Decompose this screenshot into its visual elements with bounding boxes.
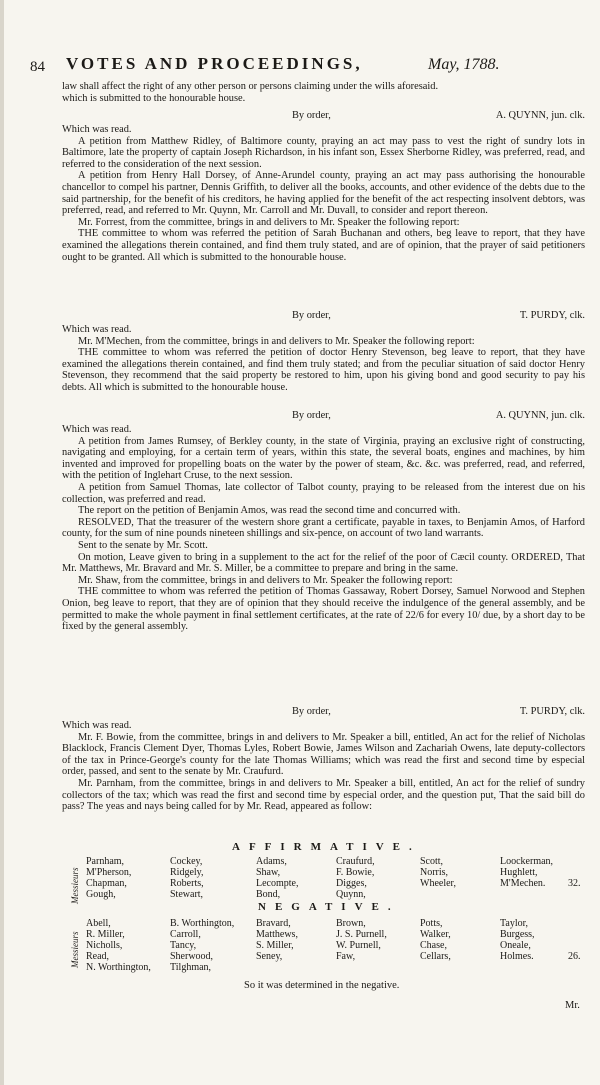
member-name: Read, (86, 951, 110, 962)
member-name: Abell, (86, 918, 111, 929)
paragraph: Which was read. (62, 720, 132, 731)
negative-side-label: Messieurs (70, 931, 80, 968)
paragraph: THE committee to whom was referred the petition of Sarah Buchanan and others, beg leave to report, that they have examined the allegations therein contained, and find them truly stated, and are of opinion, that the prayer of said petitioners ought to be granted. All which is submitted to the honourable house. (62, 228, 585, 263)
affirmative-column-4 (336, 856, 375, 900)
member-name: F. Bowie, (336, 867, 375, 878)
order-signature-4 (62, 706, 585, 718)
member-name: Sherwood, (170, 951, 214, 962)
paragraph: Mr. M'Mechen, from the committee, brings in and delivers to Mr. Speaker the following report: (78, 335, 475, 347)
member-name: Matthews, (256, 929, 298, 940)
paragraph-block-2 (62, 324, 585, 394)
page-edge (0, 0, 4, 1085)
clerk-name: A. QUYNN, jun. clk. (495, 110, 585, 121)
paragraph: Mr. Parnham, from the committee, brings in and delivers to Mr. Speaker a bill, entitled, An act for the relief of sundry collectors of the tax; which was read the first and second time by especial order, and the question put, That the said bill do pass? The yeas and nays being called for by Mr. Read, appeared as follow: (62, 777, 585, 813)
affirmative-column-1 (86, 856, 131, 900)
member-name: Shaw, (256, 867, 281, 878)
member-name: Hughlett, (500, 867, 538, 878)
negative-column-2 (170, 918, 234, 973)
member-name: Faw, (336, 951, 356, 962)
member-name: Bravard, (256, 918, 291, 929)
member-name: Burgess, (500, 929, 535, 940)
paragraph-block-1 (62, 124, 585, 263)
negative-column-1 (86, 918, 151, 973)
member-name: Parnham, (86, 856, 125, 867)
by-order: By order, (292, 706, 331, 717)
member-name: Loockerman, (500, 856, 554, 867)
member-name: J. S. Purnell, (336, 929, 387, 940)
paragraph: Mr. Forrest, from the committee, brings in and delivers to Mr. Speaker the following report: (78, 216, 460, 228)
member-name: Tilghman, (170, 962, 212, 973)
member-name: W. Purnell, (336, 940, 381, 951)
member-name: Wheeler, (420, 878, 456, 889)
member-name: Chapman, (86, 878, 127, 889)
paragraph: Which was read. (62, 124, 132, 135)
affirmative-column-6 (500, 856, 553, 889)
member-name: N. Worthington, (86, 962, 151, 973)
member-name: R. Miller, (86, 929, 125, 940)
member-name: Roberts, (170, 878, 204, 889)
member-name: Cellars, (420, 951, 451, 962)
negative-column-3 (256, 918, 298, 962)
member-name: Taylor, (500, 918, 529, 929)
paragraph: Sent to the senate by Mr. Scott. (78, 539, 208, 551)
clerk-name: A. QUYNN, jun. clk. (495, 410, 585, 421)
order-signature-1 (62, 110, 585, 122)
intro-line-1: law shall affect the right of any other person or persons claiming under the wills aforesaid. (62, 81, 439, 92)
closing-line: So it was determined in the negative. (244, 980, 400, 991)
member-name: Bond, (256, 889, 281, 900)
member-name: Ridgely, (170, 867, 204, 878)
member-name: Stewart, (170, 889, 204, 900)
clerk-name: T. PURDY, clk. (519, 706, 585, 717)
member-name: Potts, (420, 918, 443, 929)
order-signature-3 (62, 410, 585, 422)
member-name: S. Miller, (256, 940, 294, 951)
paragraph: THE committee to whom was referred the petition of Thomas Gassaway, Robert Dorsey, Samuel Norwood and Stephen Onion, beg leave to report, that they are of opinion that they should receive the indulgence of the general assembly, and be permitted to make the whole payment in final settlement certificates, at the rate of 22/6 for every 10/ due, by a short day to be fixed by the general assembly. (62, 586, 585, 633)
affirmative-heading: AFFIRMATIVE. (232, 841, 421, 853)
paragraph: On motion, Leave given to bring in a supplement to the act for the relief of the poor of Cæcil county. ORDERED, That Mr. Matthews, Mr. Bravard and Mr. S. Miller, be a committee to prepare and bring in the same. (62, 551, 585, 575)
paragraph-block-3 (62, 424, 585, 633)
paragraph: A petition from Henry Hall Dorsey, of Anne-Arundel county, praying an act may pass authorising the honourable chancellor to compel his partner, Dennis Griffith, to deliver all the books, accounts, and other evidence of the debts due to the said partnership, for the benefit of his creditors, he having applied for the benefit of the act respecting insolvent debtors, was preferred, read, and referred to Mr. Quynn, Mr. Carroll and Mr. Duvall, to consider and report thereon. (62, 170, 585, 217)
affirmative-count: 32. (568, 878, 581, 889)
member-name: Gough, (86, 889, 116, 900)
by-order: By order, (292, 310, 331, 321)
member-name: Quynn, (336, 889, 366, 900)
negative-column-4 (336, 918, 387, 962)
running-title: VOTES AND PROCEEDINGS, (66, 54, 363, 73)
member-name: Digges, (336, 878, 367, 889)
member-name: Craufurd, (336, 856, 375, 867)
paragraph: A petition from Samuel Thomas, late collector of Talbot county, praying to be released from the interest due on his collection, was preferred and read. (62, 481, 585, 505)
header-date: May, 1788. (428, 56, 500, 73)
clerk-name: T. PURDY, clk. (519, 310, 585, 321)
member-name: Seney, (256, 951, 283, 962)
member-name: M'Mechen. (500, 878, 546, 889)
page-number: 84 (30, 59, 45, 75)
affirmative-column-2 (170, 856, 204, 900)
paragraph: THE committee to whom was referred the petition of doctor Henry Stevenson, beg leave to report, that they have examined the allegations therein contained, and find them truly stated; and from the peculiar situation of said doctor Henry Stevenson, they recommend that the said property be restored to him, upon his giving bond and good security to pay his debts. All which is submitted to the honourable house. (62, 347, 585, 393)
member-name: B. Worthington, (170, 918, 235, 929)
member-name: Walker, (420, 929, 451, 940)
negative-column-6 (500, 918, 535, 962)
paragraph: RESOLVED, That the treasurer of the western shore grant a certificate, payable in taxes, to Benjamin Amos, of Harford county, for the sum of nine pounds nineteen shillings and six-pence, on account of two land warrants. (62, 516, 585, 540)
member-name: Chase, (420, 940, 447, 951)
member-name: Cockey, (170, 856, 203, 867)
member-name: Lecompte, (256, 878, 299, 889)
paragraph-block-4 (62, 720, 585, 813)
paragraph: Mr. F. Bowie, from the committee, brings in and delivers to Mr. Speaker a bill, entitled, An act for the relief of Nicholas Blacklock, Francis Clement Dyer, Thomas Lyles, Robert Bowie, James Wilson and Zachariah Owens, late deputy-collectors of the tax in Prince-George's county for the late Thomas Williams; which was read the first and second time by especial order, passed, and sent to the senate by Mr. Craufurd. (62, 731, 585, 778)
order-signature-2 (62, 310, 585, 322)
paragraph: The report on the petition of Benjamin Amos, was read the second time and concurred with. (78, 505, 461, 517)
paragraph: A petition from James Rumsey, of Berkley county, in the state of Virginia, praying an exclusive right of constructing, navigating and employing, for a certain term of years, within this state, the several boats, engines and machines, by him invented and improved for propelling boats on the water by the power of steam, &c. &c. was preferred, read, and referred, with the petition of Inglehart Cruse, to the next session. (62, 435, 585, 482)
negative-heading: NEGATIVE. (258, 901, 400, 913)
member-name: Oneale, (500, 940, 531, 951)
paragraph: Mr. Shaw, from the committee, brings in and delivers to Mr. Speaker the following report: (78, 574, 453, 586)
by-order: By order, (292, 410, 331, 421)
intro-line-2: which is submitted to the honourable house. (62, 93, 246, 104)
paragraph: A petition from Matthew Ridley, of Baltimore county, praying an act may pass to vest the right of sundry lots in Baltimore, late the property of captain Joseph Richardson, in his infant son, Essex Sherborne Ridley, was preferred, read, and referred to the consideration of the next session. (62, 135, 585, 170)
member-name: Scott, (420, 856, 444, 867)
paragraph: Which was read. (62, 324, 132, 335)
catchword: Mr. (565, 1000, 580, 1011)
by-order: By order, (292, 110, 331, 121)
negative-column-5 (420, 918, 451, 962)
paragraph: Which was read. (62, 424, 132, 435)
member-name: Norris, (420, 867, 449, 878)
member-name: Brown, (336, 918, 366, 929)
negative-count: 26. (568, 951, 581, 962)
member-name: Adams, (256, 856, 287, 867)
member-name: M'Pherson, (86, 867, 132, 878)
affirmative-column-3 (256, 856, 298, 900)
member-name: Nicholls, (86, 940, 123, 951)
member-name: Carroll, (170, 929, 201, 940)
member-name: Tancy, (170, 940, 197, 951)
affirmative-side-label: Messieurs (70, 867, 80, 904)
affirmative-column-5 (420, 856, 456, 889)
member-name: Holmes. (500, 951, 534, 962)
